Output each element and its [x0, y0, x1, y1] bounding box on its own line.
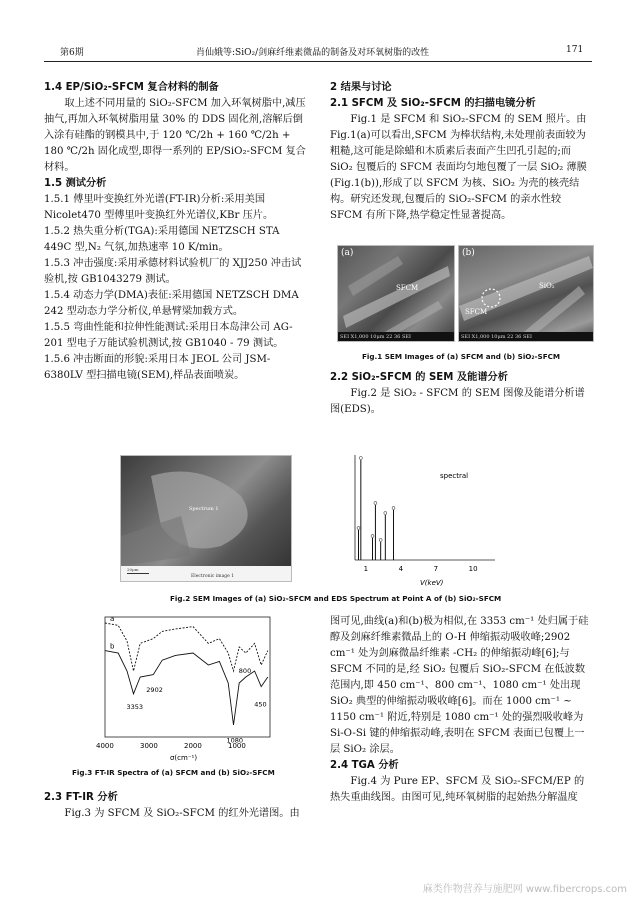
ftir-discussion: 图可见,曲线(a)和(b)极为相似,在 3353 cm⁻¹ 处归属于硅醇及剑麻纤维素微晶上的 O-H 伸缩振动吸收峰;2902 cm⁻¹ 处为剑麻微晶纤维素 -CH₂ 的伸缩振动峰[6];与 SFCM 不同的是,经 SiO₂ 包覆后 SiO₂-SFCM 在低波数范围内,即 450 cm⁻¹、800 cm⁻¹、1080 cm⁻¹ 处出现 SiO₂ 典型的伸缩振动吸收峰[6]。而在 1000 cm⁻¹ ~ 1150 cm⁻¹ 附近,特别是 1080 cm⁻¹ 处的强烈吸收峰为 Si-O-Si 键的伸缩振动峰,表明在 SFCM 表面已包覆上一层 SiO₂ 涂层。: [330, 616, 589, 755]
peak-marker: [379, 539, 382, 542]
fig3-caption: Fig.3 FT-IR Spectra of (a) SFCM and (b) SiO₂-SFCM: [72, 768, 275, 777]
peak-marker: [357, 527, 360, 530]
fig1b-sem-image: [458, 245, 594, 342]
fiber-shapes: [338, 246, 454, 341]
x-tick-label: 2000: [184, 742, 202, 750]
spectrum-point-label: Spectrum 1: [189, 506, 219, 512]
eds-peaks: [357, 457, 395, 561]
x-tick-label: 7: [433, 565, 439, 573]
ftir-chart: [90, 612, 275, 762]
x-axis-label: σ(cm⁻¹): [170, 754, 198, 762]
section-2-1-heading: 2.1 SFCM 及 SiO₂-SFCM 的扫描电镜分析: [330, 98, 536, 109]
section-2-3-heading: 2.3 FT-IR 分析: [44, 792, 118, 803]
scale-bar: [127, 573, 149, 574]
peak-marker: [371, 535, 374, 538]
fiber-shapes: [459, 246, 593, 341]
fig1b-footer: SEI X1,000 10μm 22 36 SEI: [461, 334, 532, 340]
fig1a-label: (a): [341, 248, 354, 258]
section-2-heading: 2 结果与讨论: [330, 82, 392, 93]
peak-annotations: [126, 667, 266, 745]
lower-left-column: [44, 790, 306, 822]
section-2-3-text: Fig.3 为 SFCM 及 SiO₂-SFCM 的红外光谱图。由: [64, 808, 300, 819]
peak-annotation: 3353: [126, 703, 144, 711]
section-1-5-1: 1.5.1 傅里叶变换红外光谱(FT-IR)分析:采用美国 Nicolet470 型傅里叶变换红外光谱仪,KBr 压片。: [44, 194, 274, 221]
fig1a-sem-image: [337, 245, 455, 342]
fig1a-footer: SEI X1,000 10μm 22 36 SEI: [340, 334, 411, 340]
section-1-5-6: 1.5.6 冲击断面的形貌:采用日本 JEOL 公司 JSM-6380LV 型扫描电镜(SEM),样品表面喷炭。: [44, 354, 271, 381]
chart-title: spectral: [440, 472, 469, 480]
section-1-4-text: 取上述不同用量的 SiO₂-SFCM 加入环氧树脂中,减压抽气,再加入环氧树脂用量 30% 的 DDS 固化剂,溶解后倒入涂有硅酯的钢模具中,于 120 ℃/2h + 160 ℃/2h + 180 ℃/2h 固化成型,即得一系列的 EP/SiO₂-SFCM 复合材料。: [44, 98, 306, 173]
running-title: 肖仙娥等:SiO₂/剑麻纤维素微晶的制备及对环氧树脂的改性: [196, 48, 430, 58]
series-line: [105, 623, 268, 671]
section-2-2-text: Fig.2 是 SiO₂ - SFCM 的 SEM 图像及能谱分析谱图(EDS)。: [330, 388, 585, 415]
page-number: 171: [566, 45, 584, 55]
section-1-5-heading: 1.5 测试分析: [44, 178, 107, 189]
fig1-caption: Fig.1 SEM Images of (a) SFCM and (b) SiO₂-SFCM: [362, 352, 561, 361]
scale-bar-label: 20μm: [127, 567, 139, 572]
lower-right-column: [330, 614, 592, 806]
section-1-5-5: 1.5.5 弯曲性能和拉伸性能测试:采用日本岛津公司 AG-201 型电子万能试验机测试,按 GB1040 - 79 测试。: [44, 322, 293, 349]
section-1-5-3: 1.5.3 冲击强度:采用承德材料试验机厂的 XJJ250 冲击试验机,按 GB1043279 测试。: [44, 258, 302, 285]
peak-annotation: 450: [254, 700, 267, 709]
fig1a-tag: SFCM: [396, 284, 419, 292]
peak-annotation: 2902: [146, 686, 163, 695]
section-1-5-4: 1.5.4 动态力学(DMA)表征:采用德国 NETZSCH DMA 242 型动态力学分析仪,单悬臂梁加载方式。: [44, 290, 299, 317]
left-column: [44, 80, 306, 384]
section-1-4-heading: 1.4 EP/SiO₂-SFCM 复合材料的制备: [44, 82, 219, 93]
fig1b-tag-sfcm: SFCM: [465, 308, 488, 316]
peak-marker: [374, 502, 377, 505]
x-tick-label: 3000: [140, 742, 158, 750]
section-2-4-text: Fig.4 为 Pure EP、SFCM 及 SiO₂-SFCM/EP 的热失重曲线图。由图可见,纯环氧树脂的起始热分解温度: [330, 776, 585, 803]
peak-annotation: 1080: [226, 736, 244, 745]
x-tick-labels: [364, 565, 478, 573]
right-column-mid: [330, 370, 592, 418]
section-2-2-heading: 2.2 SiO₂-SFCM 的 SEM 及能谱分析: [330, 372, 508, 383]
series-label: b: [110, 642, 115, 651]
x-tick-label: 10: [468, 565, 478, 573]
issue-number: 第6期: [60, 48, 84, 58]
x-tick-label: 4000: [96, 742, 114, 750]
peak-annotation: 800: [238, 667, 252, 675]
section-1-5-2: 1.5.2 热失重分析(TGA):采用德国 NETZSCH STA 449C 型,N₂ 气氛,加热速率 10 K/min。: [44, 226, 280, 253]
peak-marker: [392, 507, 395, 510]
section-2-4-heading: 2.4 TGA 分析: [330, 760, 399, 771]
fig2a-sem-image: [120, 455, 292, 582]
series-label: a: [110, 615, 115, 623]
header-rule: [44, 61, 592, 62]
peak-marker: [384, 512, 387, 515]
fig2-caption: Fig.2 SEM Images of (a) SiO₂-SFCM and EDS Spectrum at Point A of (b) SiO₂-SFCM: [170, 594, 502, 603]
peak-marker: [359, 457, 362, 460]
x-tick-label: 4: [398, 565, 404, 573]
fig1b-label: (b): [462, 248, 475, 258]
x-tick-label: 1000: [228, 742, 246, 750]
fig1b-tag-sio2: SiO₂: [539, 282, 555, 290]
section-2-1-text: Fig.1 是 SFCM 和 SiO₂-SFCM 的 SEM 照片。由 Fig.1(a)可以看出,SFCM 为棒状结构,未处理前表面较为粗糙,这可能是除蜡和木质素后表面产生凹孔引起的;而 SiO₂ 包覆后的 SFCM 表面均匀地包覆了一层 SiO₂ 薄膜(Fig.1(b)),形成了以 SFCM 为核、SiO₂ 为壳的核壳结构。研究还发现,包覆后的 SiO₂-SFCM 的亲水性较 SFCM 有所下降,热学稳定性显著提高。: [330, 114, 587, 221]
x-tick-labels: [96, 742, 246, 750]
series-line: [105, 651, 268, 725]
right-column-top: [330, 80, 592, 224]
eds-spectrum-chart: [340, 450, 500, 590]
electron-image-label: Electronic image 1: [191, 574, 235, 579]
x-tick-label: 1: [363, 565, 369, 573]
x-axis-label: V(keV): [420, 579, 444, 587]
watermark: 麻类作物营养与施肥网 www.fibercrops.com: [422, 884, 627, 895]
